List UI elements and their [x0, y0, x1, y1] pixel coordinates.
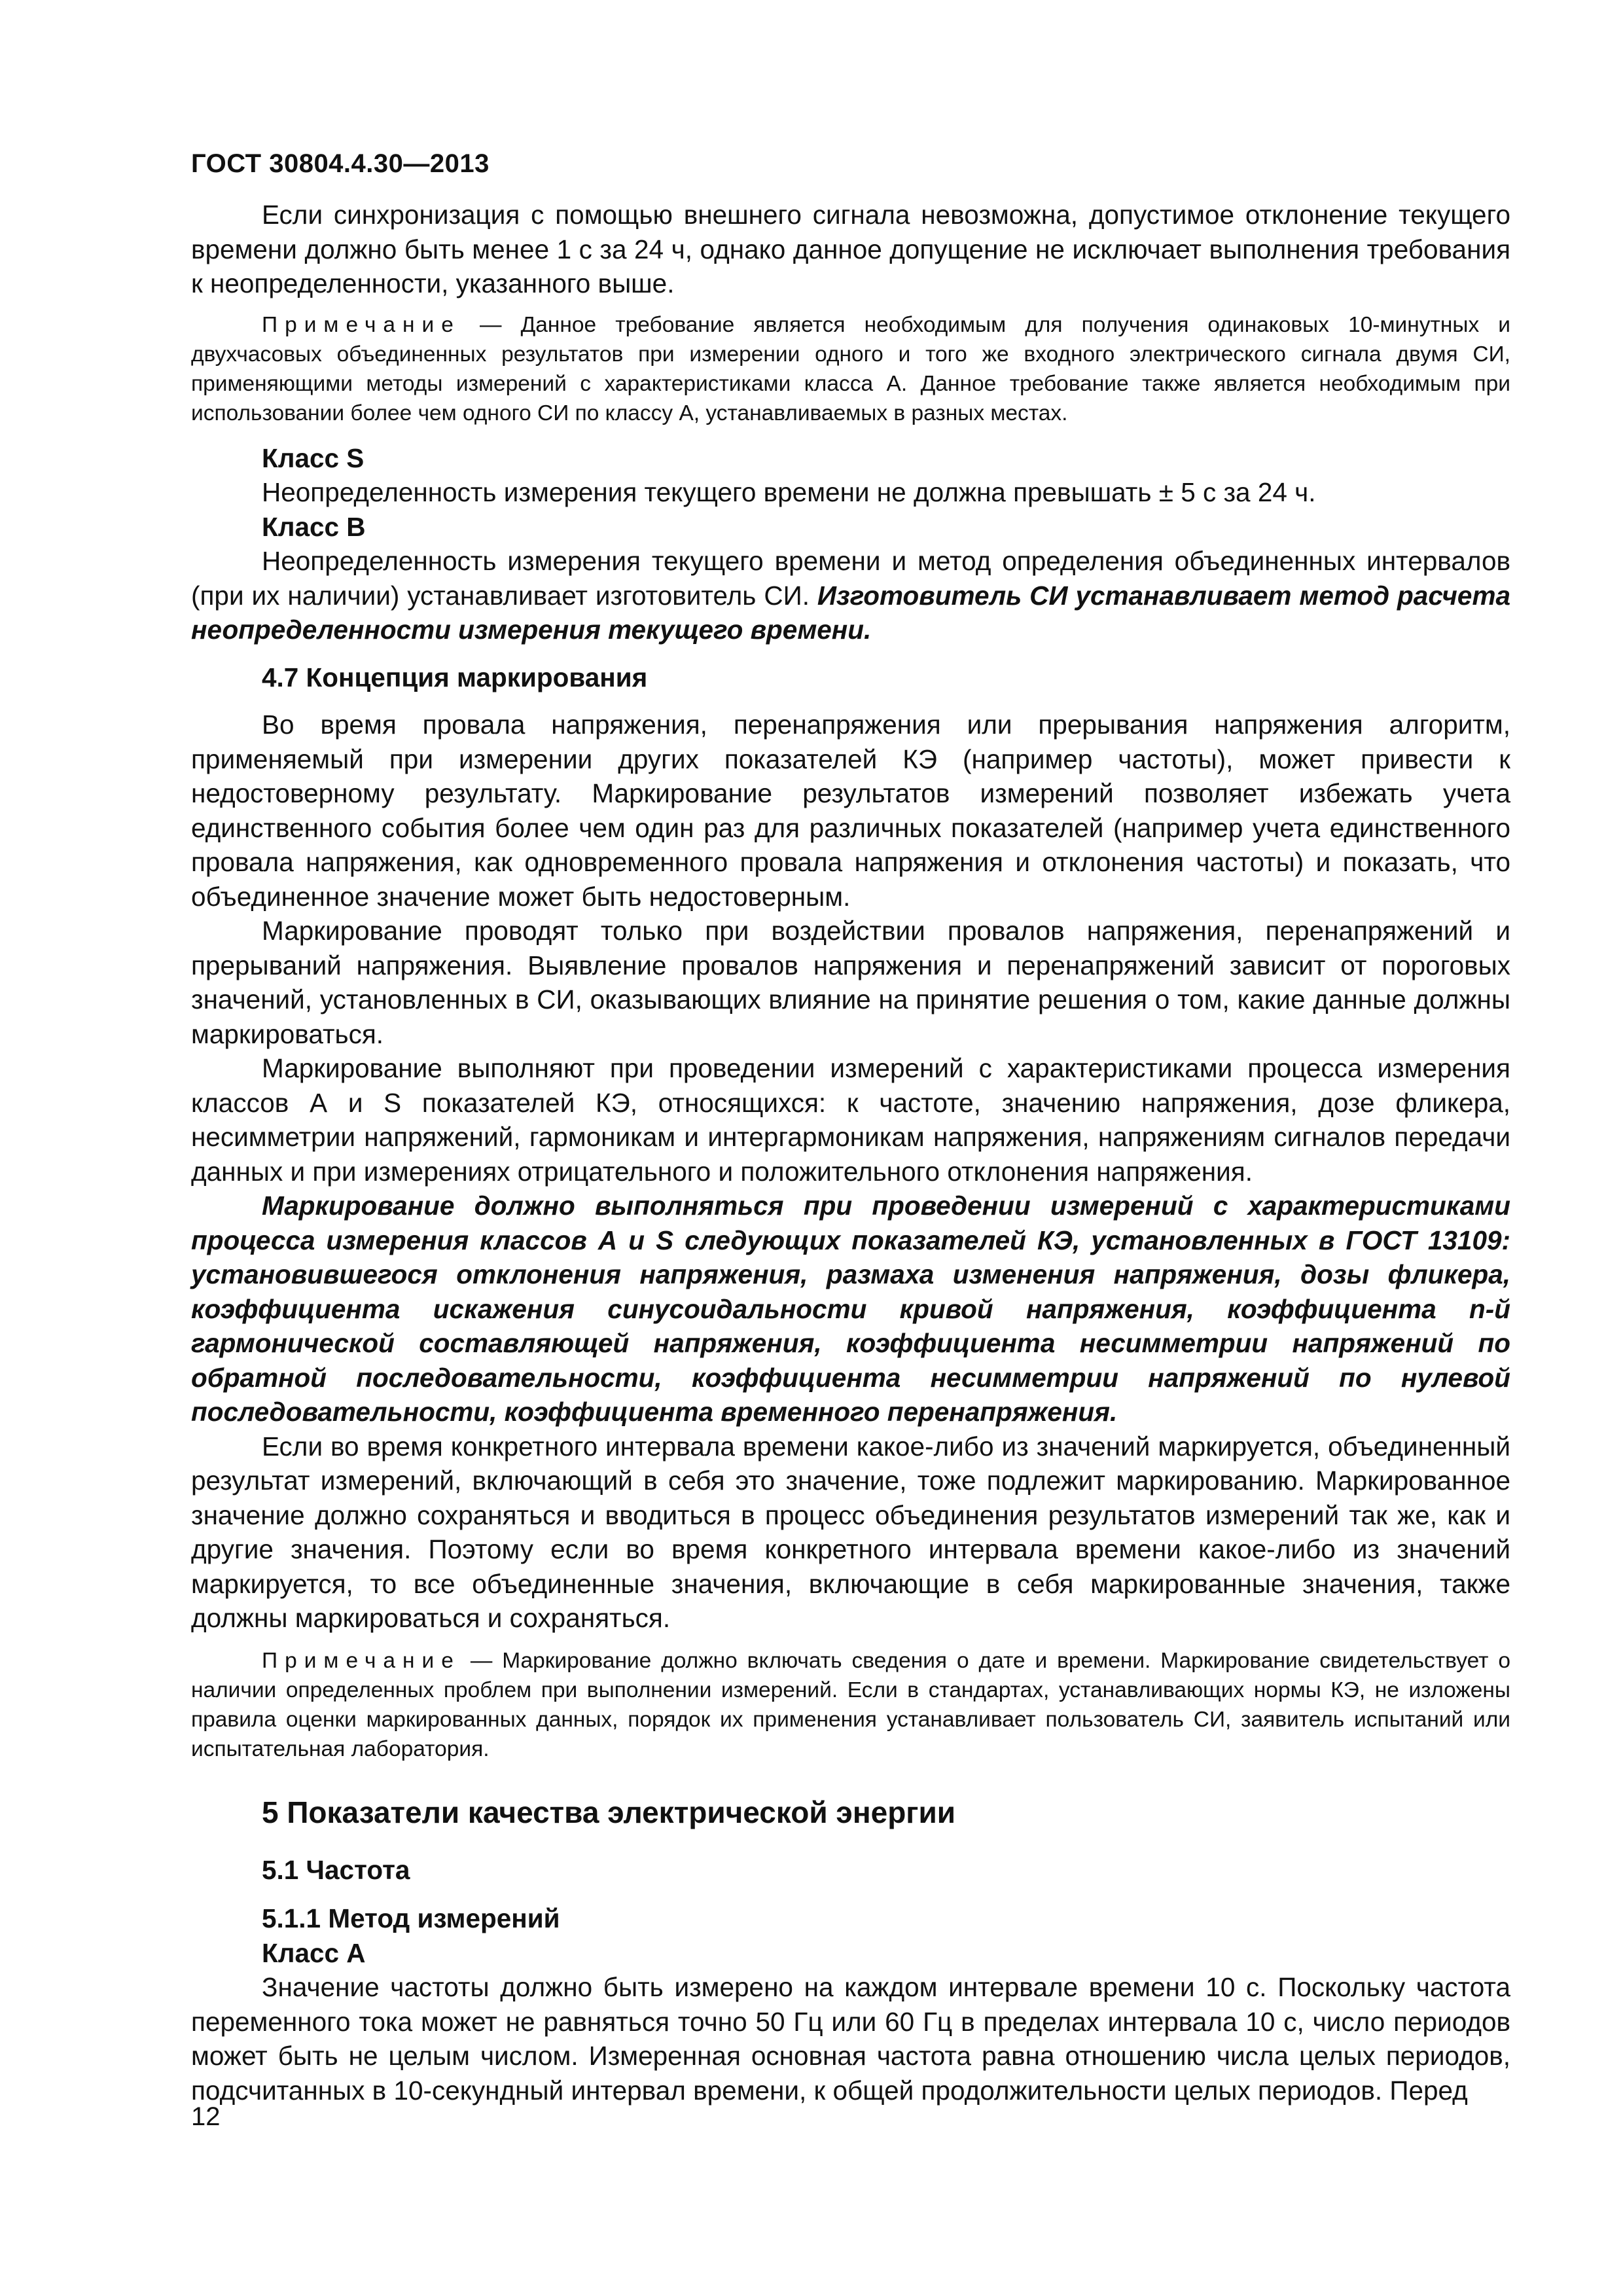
- heading-class-a: Класс А: [262, 1937, 366, 1968]
- note-1-label: Примечание: [262, 312, 461, 337]
- note-2: [191, 1646, 1510, 1764]
- class-b-emphasis: Изготовитель СИ устанавливает метод расчета неопределенности измерения текущего времени.: [191, 580, 1510, 645]
- section-4-7-heading: 4.7 Концепция маркирования: [262, 662, 648, 692]
- note-1-text: — Данное требование является необходимым для получения одинаковых 10-минутных и двухчасовых объединенных результатов при измерении одного и того же входного электрического сигнала двумя СИ, применяющими методы измерений с характеристиками класса А. Данное требование также является необходимым при использовании более чем одного СИ по классу А, устанавливаемых в разных местах.: [191, 312, 1510, 425]
- paragraph-class-s: Неопределенность измерения текущего времени не должна превышать ± 5 с за 24 ч.: [262, 477, 1316, 507]
- note-2-text: — Маркирование должно включать сведения о дате и времени. Маркирование свидетельствует о наличии определенных проблем при выполнении измерений. Если в стандартах, устанавливающих нормы КЭ, не изложены правила оценки маркированных данных, порядок их применения устанавливает пользователь СИ, заявитель испытаний или испытательная лаборатория.: [191, 1648, 1510, 1761]
- section-5-1-heading: 5.1 Частота: [262, 1854, 410, 1885]
- paragraph-time-sync: Если синхронизация с помощью внешнего сигнала невозможна, допустимое отклонение текущего времени должно быть менее 1 с за 24 ч, однако данное допущение не исключает выполнения требования к неопределенности, указанного выше.: [191, 200, 1510, 298]
- page-number: 12: [191, 2102, 221, 2131]
- document-header: ГОСТ 30804.4.30—2013: [191, 149, 490, 178]
- paragraph-4-7-3: Маркирование выполняют при проведении измерений с характеристиками процесса измерения классов А и S показателей КЭ, относящихся: к частоте, значению напряжения, дозе фликера, несимметрии напряжений, гармоникам и интергармоникам напряжения, напряжениям сигналов передачи данных и при измерениях отрицательного и положительного отклонения напряжения.: [191, 1053, 1510, 1187]
- page-body: [191, 198, 1510, 2108]
- paragraph-4-7-2: Маркирование проводят только при воздействии провалов напряжения, перенапряжений и прерываний напряжения. Выявление провалов напряжения и перенапряжений зависит от пороговых значений, установленных в СИ, оказывающих влияние на принятие решения о том, какие данные должны маркироваться.: [191, 916, 1510, 1049]
- heading-class-s: Класс S: [262, 442, 365, 473]
- class-b-text: Неопределенность измерения текущего времени и метод определения объединенных интервалов (при их наличии) устанавливает изготовитель СИ.: [191, 546, 1510, 611]
- paragraph-4-7-1: Во время провала напряжения, перенапряжения или прерывания напряжения алгоритм, применяемый при измерении других показателей КЭ (например частоты), может привести к недостоверному результату. Маркирование результатов измерений позволяет избежать учета единственного события более чем один раз для различных показателей (например учета единственного провала напряжения, как одновременного провала напряжения и отклонения частоты) и показать, что объединенное значение может быть недостоверным.: [191, 709, 1510, 912]
- paragraph-4-7-5: Если во время конкретного интервала времени какое-либо из значений маркируется, объединенный результат измерений, включающий в себя это значение, тоже подлежит маркированию. Маркированное значение должно сохраняться и вводиться в процесс объединения результатов измерений так же, как и другие значения. Поэтому если во время конкретного интервала времени какое-либо из значений маркируется, то все объединенные значения, включающие в себя маркированные значения, также должны маркироваться и сохраняться.: [191, 1431, 1510, 1633]
- paragraph-5-1-1: Значение частоты должно быть измерено на каждом интервале времени 10 с. Поскольку частота переменного тока может не равняться точно 50 Гц или 60 Гц в пределах интервала 10 с, число периодов может быть не целым числом. Измеренная основная частота равна отношению числа целых периодов, подсчитанных в 10-секундный интервал времени, к общей продолжительности целых периодов. Перед: [191, 1972, 1510, 2106]
- section-5-heading: 5 Показатели качества электрической энергии: [262, 1795, 956, 1829]
- heading-class-b: Класс В: [262, 511, 366, 542]
- paragraph-4-7-4-emphasis: Маркирование должно выполняться при проведении измерений с характеристиками процесса измерения классов А и S следующих показателей КЭ, установленных в ГОСТ 13109: установившегося отклонения напряжения, размаха изменения напряжения, дозы фликера, коэффициента искажения синусоидальности кривой напряжения, коэффициента n-й гармонической составляющей напряжения, коэффициента несимметрии напряжений по обратной последовательности, коэффициента несимметрии напряжений по нулевой последовательности, коэффициента временного перенапряжения.: [191, 1191, 1510, 1427]
- note-1: [191, 310, 1510, 428]
- paragraph-class-b: [191, 544, 1510, 647]
- note-2-label: Примечание: [262, 1648, 461, 1673]
- section-5-1-1-heading: 5.1.1 Метод измерений: [262, 1903, 560, 1933]
